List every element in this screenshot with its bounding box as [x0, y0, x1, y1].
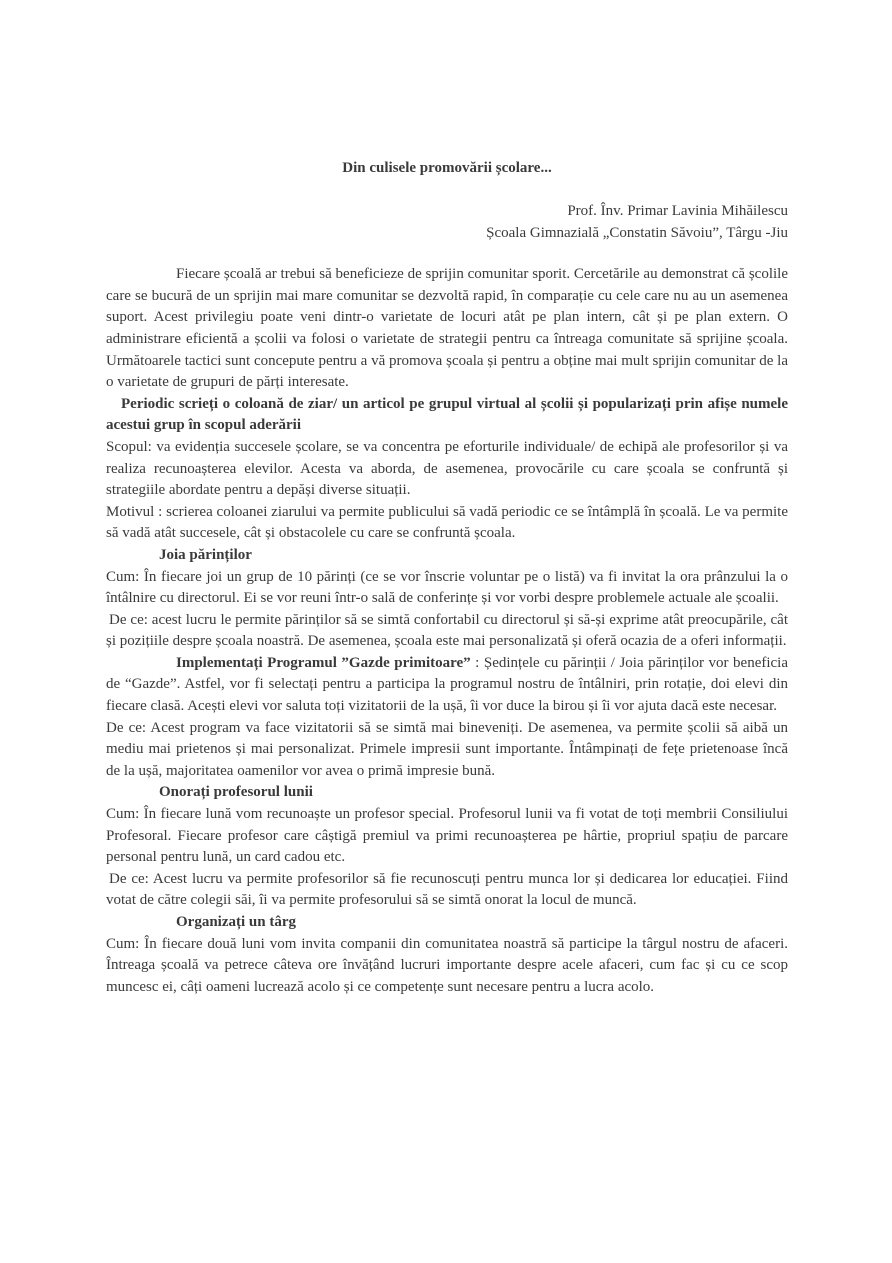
document-body [106, 264, 788, 998]
section-hosts-program [106, 653, 788, 718]
section-paragraph: De ce: Acest program va face vizitatorii să se simtă mai bineveniți. De asemenea, va permite școlii să aibă un mediu mai prietenos și mai personalizat. Primele impresii sunt importante. Întâmpinați de fețe prietenoase încă de la ușă, majoritatea oamenilor vor avea o primă impresie bună. [106, 719, 788, 779]
section-heading-fair: Organizați un târg [176, 914, 296, 930]
section-paragraph: De ce: acest lucru le permite părinților să se simtă confortabil cu directorul și să-și exprime atât preocupările, cât și pozițiile despre școala noastră. De asemenea, școala este mai personalizată și oferă ocazia de a oferi informații. [106, 611, 788, 650]
section-paragraph: Cum: În fiecare lună vom recunoaște un profesor special. Profesorul lunii va fi votat de toți membrii Consiliului Profesoral. Fiecare profesor care câștigă premiul va primi recunoașterea pe hârtie, propriul spațiu de parcare personal pentru lună, un card cadou etc. [106, 806, 788, 866]
section-paragraph: Scopul: va evidenția succesele școlare, se va concentra pe eforturile individuale/ de echipă ale profesorilor și va realiza recunoașterea elevilor. Acesta va aborda, de asemenea, provocările cu care școala se confruntă și strategiile abordate pentru a depăși diverse situații. [106, 438, 788, 499]
section-heading-teacher-of-month: Onorați profesorul lunii [159, 784, 313, 801]
document-title: Din culisele promovării școlare... [342, 160, 552, 176]
section-paragraph: De ce: Acest lucru va permite profesorilor să fie recunoscuți pentru munca lor și dedicarea lor educației. Fiind votat de către colegii săi, îi va permite profesorului să se simtă onorat la locul de muncă. [106, 870, 788, 909]
document-page [106, 158, 788, 998]
section-paragraph: Cum: În fiecare două luni vom invita companii din comunitatea noastră să participe la târgul nostru de afaceri. Întreaga școală va petrece câteva ore învățând lucruri importante despre acele afaceri, cum fac și cu ce scop muncesc ei, câți oameni lucrează acolo și ce competențe sunt necesare pentru a lucra acolo. [106, 935, 788, 995]
author-name: Prof. Înv. Primar Lavinia Mihăilescu [567, 203, 788, 219]
section-heading-newspaper: Periodic scrieți o coloană de ziar/ un articol pe grupul virtual al școlii și popularizați prin afișe numele acestui grup în scopul aderării [106, 395, 788, 434]
section-paragraph: Motivul : scrierea coloanei ziarului va permite publicului să vadă periodic ce se întâmplă în școală. Le va permite să vadă atât succesele, cât și obstacolele cu care se confruntă școala. [106, 503, 788, 542]
section-heading-parents-thursday: Joia părinților [159, 546, 252, 563]
section-heading-tail: : Ședințele cu părinții / Joia părinților vor beneficia de “Gazde”. Astfel, vor fi selectați pentru a participa la programul nostru de întâlniri, prin rotație, doi elevi din fiecare clasă. Acești elevi vor saluta toți vizitatorii de la ușă, îi vor duce la birou și îi vor ajuta dacă este necesar. [106, 654, 788, 715]
author-school: Școala Gimnazială „Constatin Săvoiu”, Târgu -Jiu [486, 224, 788, 241]
section-heading-hosts: Implementați Programul ”Gazde primitoare” [176, 654, 471, 671]
section-paragraph: Cum: În fiecare joi un grup de 10 părinți (ce se vor înscrie voluntar pe o listă) va fi invitat la ora prânzului la o întâlnire cu directorul. Ei se vor reuni într-o sală de conferințe și vor vorbi despre problemele actuale ale școalii. [106, 568, 788, 607]
author-block [106, 201, 788, 244]
intro-paragraph: Fiecare școală ar trebui să beneficieze de sprijin comunitar sporit. Cercetările au demonstrat că școlile care se bucură de un sprijin mai mare comunitar se dezvoltă rapid, în comparație cu cele care nu au un asemenea suport. Acest privilegiu poate veni dintr-o varietate de locuri atât pe plan intern, cât și pe plan extern. O administrare eficientă a școlii va folosi o varietate de strategii pentru ca întreaga comunitate să sprijine școala. Următoarele tactici sunt concepute pentru a vă promova școala și pentru a obține mai mult sprijin comunitar de la o varietate de grupuri de părți interesate. [106, 266, 788, 391]
